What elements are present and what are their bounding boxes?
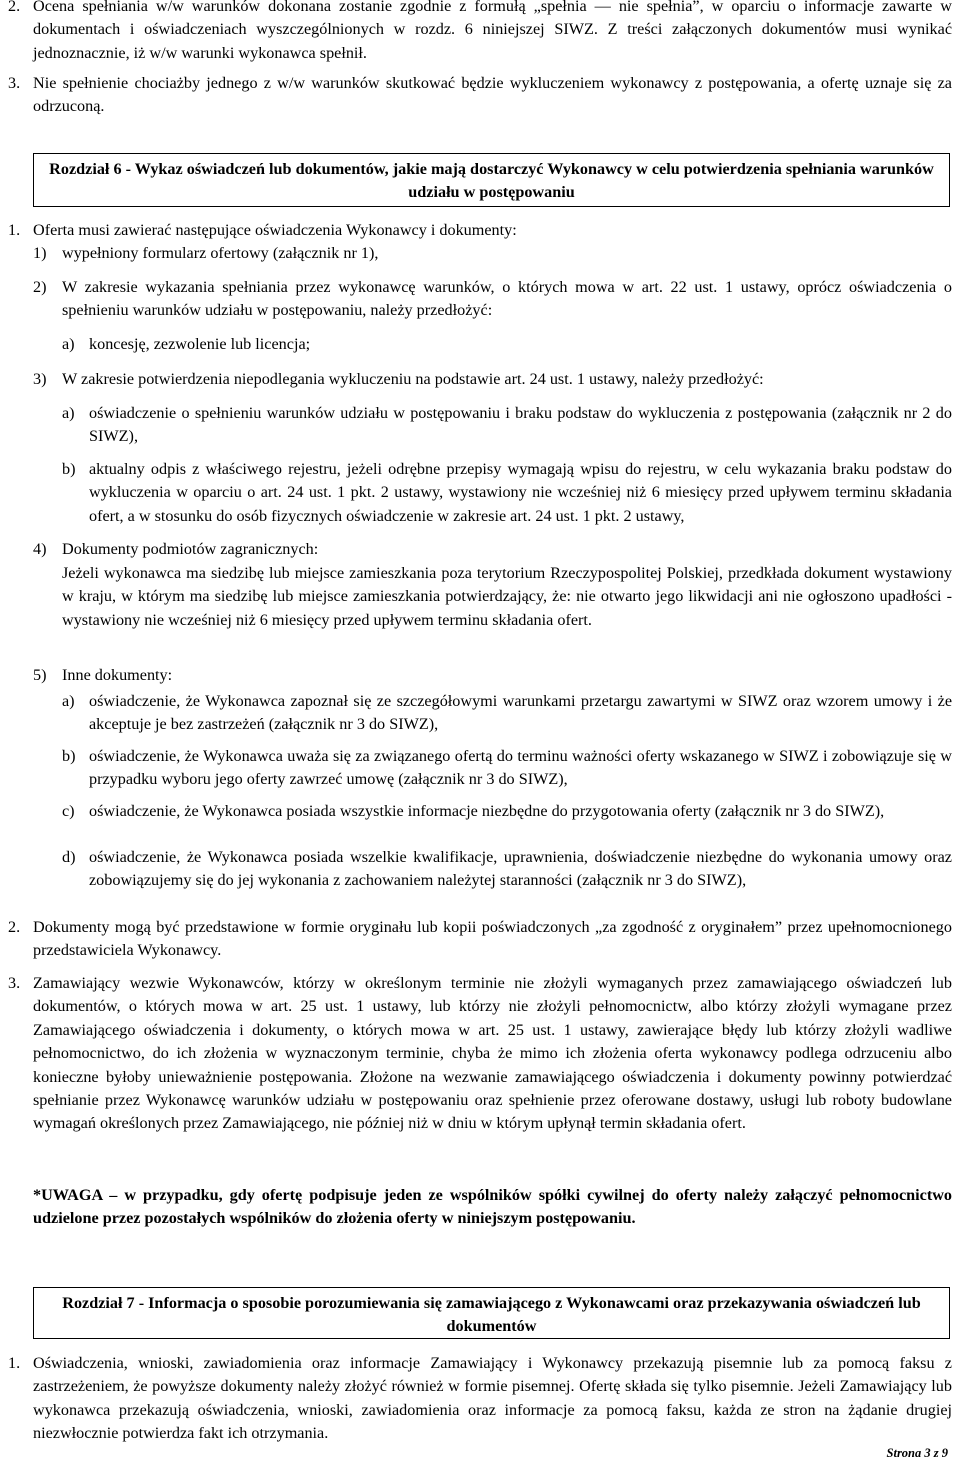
subitem-5 [33,664,952,687]
subitem-text: Dokumenty podmiotów zagranicznych: [62,540,319,558]
section-6-heading [33,153,950,207]
subitem-2a [62,333,952,356]
item-text: Ocena spełniania w/w warunków dokonana zostanie zgodnie z formułą „spełnia — nie spełnia”, w oparciu o informacje zawarte w dokumentach i oświadczeniach wyszczególnionych w rozdz. 6 niniejszej SIWZ. Z treści załączonych dokumentów musi wynikać jednoznacznie, iż w/w warunki wykonawca spełnił. [33,0,952,62]
letter-number: a) [62,335,75,353]
section-6-item-1 [8,219,952,242]
subitem-number: 1) [33,244,47,262]
section-6-item-2 [8,916,952,963]
foreign-entities-paragraph [62,562,952,632]
subitem-2 [33,276,952,323]
item-text: Dokumenty mogą być przedstawione w formie oryginału lub kopii poświadczonych „za zgodność z oryginałem” przez upełnomocnionego przedstawiciela Wykonawcy. [33,918,952,960]
item-number: 1. [8,221,21,239]
letter-text: oświadczenie o spełnieniu warunków udziału w postępowaniu i braku podstaw do wykluczenia z postępowania (załącznik nr 2 do SIWZ), [89,404,952,446]
section-7-heading [33,1287,950,1339]
letter-number: d) [62,848,76,866]
letter-number: b) [62,747,76,765]
letter-number: b) [62,460,76,478]
item-number: 3. [8,74,21,92]
page-number: Strona 3 z 9 [886,1446,948,1460]
subitem-text: wypełniony formularz ofertowy (załącznik nr 1), [62,244,379,262]
section-7-heading-text: Rozdział 7 - Informacja o sposobie porozumiewania się zamawiającego z Wykonawcami oraz przekazywania oświadczeń lub dokumentów [62,1294,921,1336]
warning-note [8,1184,952,1231]
subitem-number: 3) [33,370,47,388]
subitem-5d [62,846,952,893]
subitem-4 [33,538,952,561]
item-number: 3. [8,974,21,992]
subitem-5b [62,745,952,792]
letter-number: a) [62,404,75,422]
subitem-5c [62,800,952,823]
subitem-5a [62,690,952,737]
subitem-1 [33,242,952,265]
item-text: Zamawiający wezwie Wykonawców, którzy w określonym terminie nie złożyli wymaganych przez zamawiającego oświadczeń lub dokumentów, o których mowa w art. 25 ust. 1 ustawy, lub którzy nie złożyli pełnomocnictw, albo którzy złożyli wymagane przez Zamawiającego oświadczenia i dokumenty, o których mowa w art. 25 ust. 1 ustawy, zawierające błędy lub którzy złożyli wadliwe pełnomocnictwo, do ich złożenia w wyznaczonym terminie, chyba że mimo ich złożenia oferta wykonawcy podlega odrzuceniu albo konieczne byłoby unieważnienie postępowania. Złożone na wezwanie zamawiającego oświadczenia i dokumenty powinny potwierdzać spełnianie przez Wykonawcę warunków udziału w postępowaniu oraz spełnienie przez oferowane dostawy, usługi lub roboty budowlane wymagań określonych przez Zamawiającego, nie później niż w dniu w którym upłynął termin składania ofert. [33,974,952,1133]
letter-number: a) [62,692,75,710]
letter-text: oświadczenie, że Wykonawca posiada wszelkie kwalifikacje, uprawnienia, doświadczenie niezbędne do wykonania umowy oraz zobowiązujemy się do jej wykonania z zachowaniem należytej staranności (załącznik nr 3 do SIWZ), [89,848,952,890]
subitem-text: Inne dokumenty: [62,666,173,684]
subitem-number: 2) [33,278,47,296]
letter-text: oświadczenie, że Wykonawca uważa się za związanego ofertą do terminu ważności oferty wskazanego w SIWZ i zobowiązuje się w przypadku wyboru jego oferty zawrzeć umowę (załącznik nr 3 do SIWZ), [89,747,952,789]
paragraph-text: Jeżeli wykonawca ma siedzibę lub miejsce zamieszkania poza terytorium Rzeczypospolitej Polskiej, przedkłada dokument wystawiony w kraju, w którym ma siedzibę lub miejsce zamieszkania potwierdzający, że: nie otwarto jego likwidacji ani nie ogłoszono upadłości - wystawiony nie wcześniej niż 6 miesięcy przed upływem terminu składania ofert. [62,564,952,629]
subitem-number: 5) [33,666,47,684]
item-number: 2. [8,918,21,936]
section-6-heading-text: Rozdział 6 - Wykaz oświadczeń lub dokumentów, jakie mają dostarczyć Wykonawcy w celu potwierdzenia spełniania warunków udziału w postępowaniu [49,160,934,202]
subitem-text: W zakresie potwierdzenia niepodlegania wykluczeniu na podstawie art. 24 ust. 1 ustawy, należy przedłożyć: [62,370,764,388]
letter-text: koncesję, zezwolenie lub licencja; [89,335,311,353]
section-7-item-1 [8,1352,952,1446]
letter-text: oświadczenie, że Wykonawca zapoznał się ze szczegółowymi warunkami przetargu zawartymi w SIWZ oraz wzorem umowy i że akceptuje je bez zastrzeżeń (załącznik nr 3 do SIWZ), [89,692,952,734]
item-text: Oświadczenia, wnioski, zawiadomienia oraz informacje Zamawiający i Wykonawcy przekazują pisemnie lub za pomocą faksu z zastrzeżeniem, że powyższe dokumenty należy złożyć również w formie pisemnej. Ofertę składa się tylko pisemnie. Jeżeli Zamawiający lub wykonawca przekazują oświadczenia, wnioski, zawiadomienia oraz informacje za pomocą faksu, każda ze stron na żądanie drugiej niezwłocznie potwierdza fakt ich otrzymania. [33,1354,952,1443]
section-6-item-3 [8,972,952,1136]
item-number: 2. [8,0,21,15]
note-text: *UWAGA – w przypadku, gdy ofertę podpisuje jeden ze wspólników spółki cywilnej do oferty należy załączyć pełnomocnictwo udzielone przez pozostałych wspólników do złożenia oferty w niniejszym postępowaniu. [33,1186,952,1228]
letter-number: c) [62,802,75,820]
subitem-3a [62,402,952,449]
item-text: Nie spełnienie chociażby jednego z w/w warunków skutkować będzie wykluczeniem wykonawcy z postępowania, a ofertę uznaje się za odrzuconą. [33,74,952,116]
letter-text: aktualny odpis z właściwego rejestru, jeżeli odrębne przepisy wymagają wpisu do rejestru, w celu wykazania braku podstaw do wykluczenia w oparciu o art. 24 ust. 1 pkt. 2 ustawy, wystawiony nie wcześniej niż 6 miesięcy przed upływem terminu składania ofert, a w stosunku do osób fizycznych oświadczenie w zakresie art. 24 ust. 1 pkt. 2 ustawy, [89,460,952,525]
subitem-3b [62,458,952,528]
subitem-number: 4) [33,540,47,558]
item-number: 1. [8,1354,21,1372]
subitem-text: W zakresie wykazania spełniania przez wykonawcę warunków, o których mowa w art. 22 ust. 1 ustawy, oprócz oświadczenia o spełnieniu warunków udziału w postępowaniu, należy przedłożyć: [62,278,952,320]
list-item-2 [8,0,952,65]
subitem-3 [33,368,952,391]
list-item-3 [8,72,952,119]
letter-text: oświadczenie, że Wykonawca posiada wszystkie informacje niezbędne do przygotowania oferty (załącznik nr 3 do SIWZ), [89,802,885,820]
item-text: Oferta musi zawierać następujące oświadczenia Wykonawcy i dokumenty: [33,221,517,239]
